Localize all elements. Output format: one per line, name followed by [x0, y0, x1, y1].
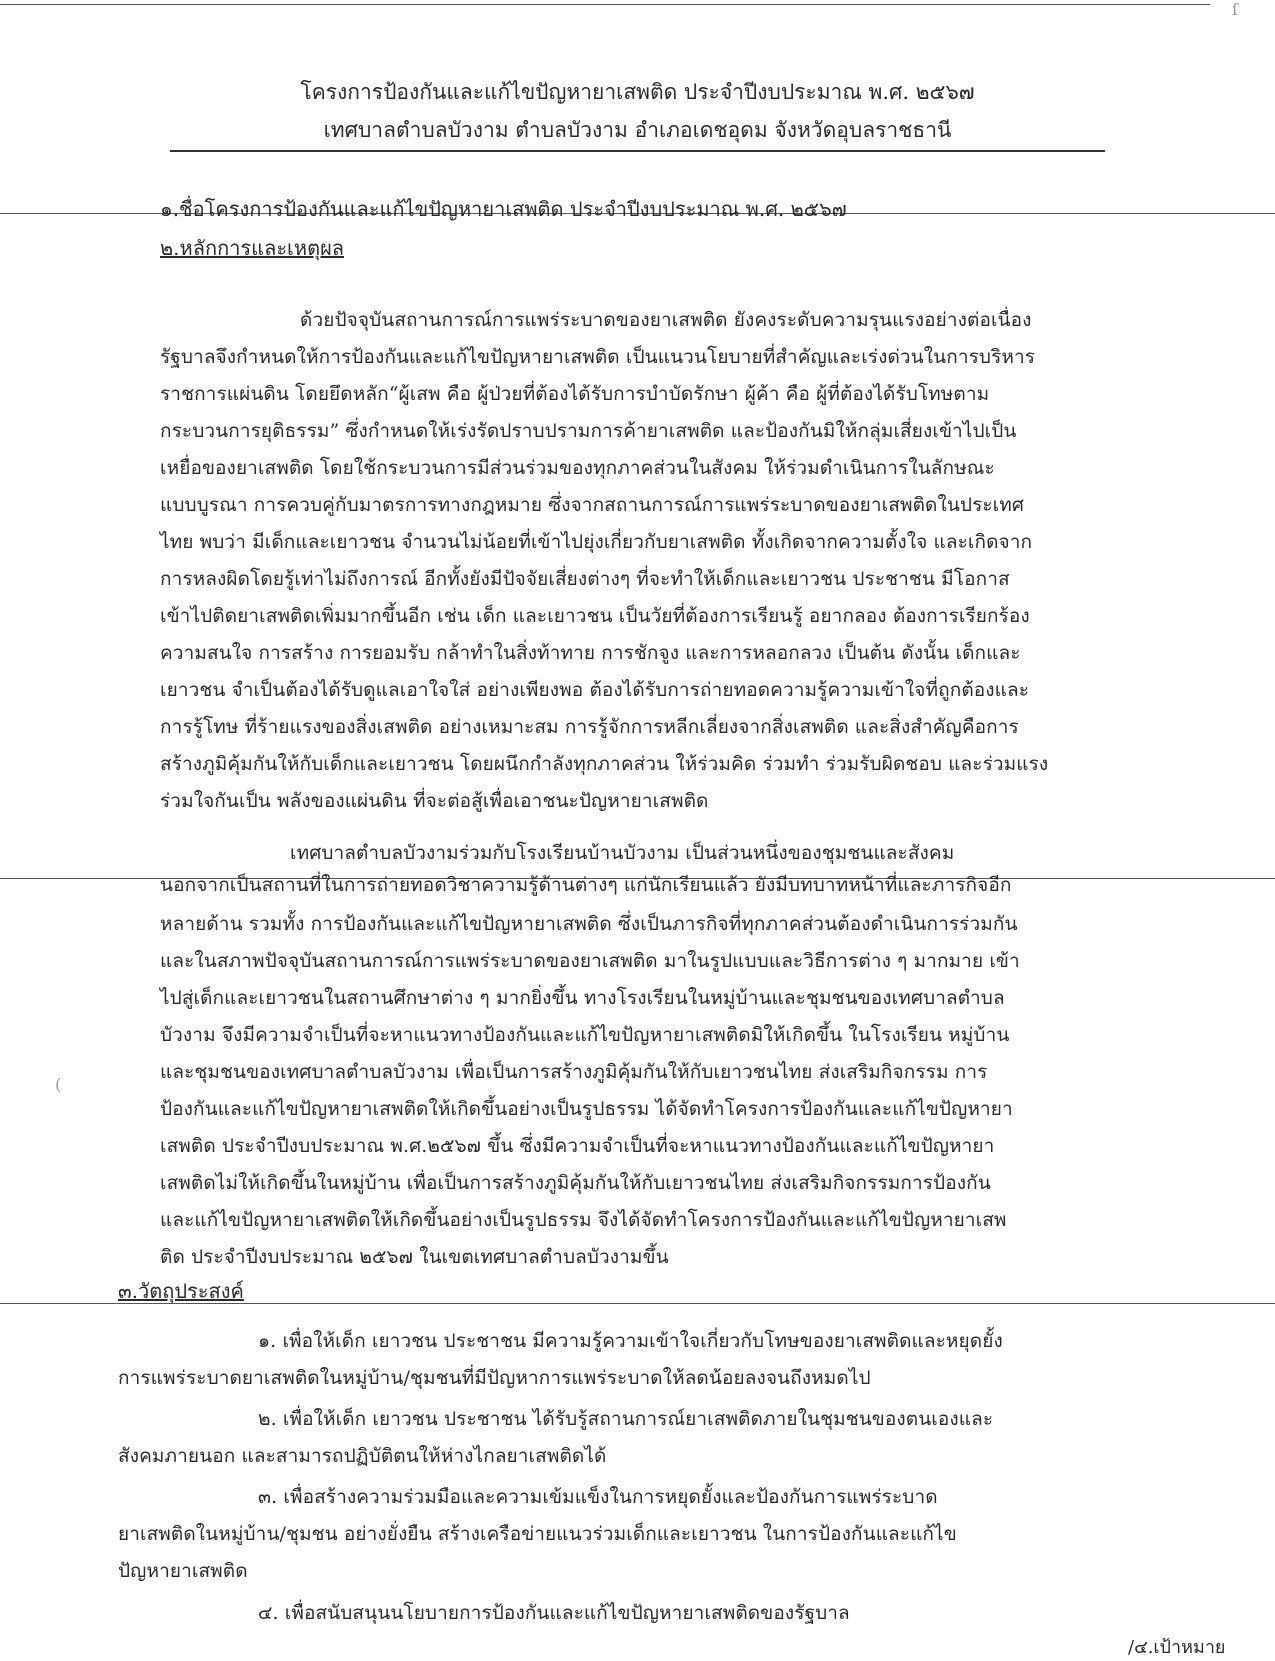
scan-mark-top-right: ſ [1232, 0, 1238, 19]
paragraph-line: เยาวชน จำเป็นต้องได้รับดูแลเอาใจใส่ อย่างเพียงพอ ต้องได้รับการถ่ายทอดความรู้ความเข้าใจที่ถูกต้องและ [160, 679, 1030, 701]
paragraph-line: เหยื่อของยาเสพติด โดยใช้กระบวนการมีส่วนร่วมของทุกภาคส่วนในสังคม ให้ร่วมดำเนินการในลักษณะ [160, 457, 995, 479]
header-divider [170, 150, 1105, 152]
objective-1-line1: ๑. เพื่อให้เด็ก เยาวชน ประชาชน มีความรู้ความเข้าใจเกี่ยวกับโทษของยาเสพติดและหยุดยั้ง [258, 1330, 1003, 1352]
section3-title: ๓.วัตถุประสงค์ [118, 1279, 244, 1303]
scan-mark-left: ( [55, 1075, 62, 1094]
paragraph-line: สร้างภูมิคุ้มกันให้กับเด็กและเยาวชน โดยผนึกกำลังทุกภาคส่วน ให้ร่วมคิด ร่วมทำ ร่วมรับผิดชอบ และร่วมแรง [160, 753, 1049, 775]
paragraph-line: ไทย พบว่า มีเด็กและเยาวชน จำนวนไม่น้อยที่เข้าไปยุ่งเกี่ยวกับยาเสพติด ทั้งเกิดจากความตั้งใจ และเกิดจาก [160, 531, 1033, 553]
paragraph-line: บัวงาม จึงมีความจำเป็นที่จะหาแนวทางป้องกันและแก้ไขปัญหายาเสพติดมิให้เกิดขึ้น ในโรงเรียน หมู่บ้าน [160, 1024, 1010, 1046]
objective-3-line1: ๓. เพื่อสร้างความร่วมมือและความเข้มแข็งในการหยุดยั้งและป้องกันการแพร่ระบาด [258, 1486, 938, 1508]
paragraph-line: ร่วมใจกันเป็น พลังของแผ่นดิน ที่จะต่อสู้เพื่อเอาชนะปัญหายาเสพติด [160, 790, 709, 812]
paragraph-line: ความสนใจ การสร้าง การยอมรับ กล้าทำในสิ่งท้าทาย การชักจูง และการหลอกลวง เป็นต้น ดังนั้น เด็กและ [160, 642, 1021, 664]
header-title-line2: เทศบาลตำบลบัวงาม ตำบลบัวงาม อำเภอเดชอุดม จังหวัดอุบลราชธานี [323, 118, 952, 142]
paragraph-line: เสพติดไม่ให้เกิดขึ้นในหมู่บ้าน เพื่อเป็นการสร้างภูมิคุ้มกันให้กับเยาวชนไทย ส่งเสริมกิจกรรมการป้องกัน [160, 1172, 991, 1194]
objective-2-line1: ๒. เพื่อให้เด็ก เยาวชน ประชาชน ได้รับรู้สถานการณ์ยาเสพติดภายในชุมชนของตนเองและ [258, 1408, 994, 1430]
paragraph-line: ติด ประจำปีงบประมาณ ๒๕๖๗ ในเขตเทศบาลตำบลบัวงามขึ้น [160, 1246, 669, 1268]
paragraph-line: นอกจากเป็นสถานที่ในการถ่ายทอดวิชาความรู้ด้านต่างๆ แก่นักเรียนแล้ว ยังมีบทบาทหน้าที่และภารกิจอีก [160, 874, 1012, 896]
paragraph-line: และในสภาพปัจจุบันสถานการณ์การแพร่ระบาดของยาเสพติด มาในรูปแบบและวิธีการต่าง ๆ มากมาย เข้า [160, 950, 1020, 972]
paragraph-line: การหลงผิดโดยรู้เท่าไม่ถึงการณ์ อีกทั้งยังมีปัจจัยเสี่ยงต่างๆ ที่จะทำให้เด็กและเยาวชน ประชาชน มีโอกาส [160, 568, 1010, 590]
paragraph-line: ป้องกันและแก้ไขปัญหายาเสพติดให้เกิดขึ้นอย่างเป็นรูปธรรม ได้จัดทำโครงการป้องกันและแก้ไขปัญหายา [160, 1098, 1013, 1120]
objective-3-line2: ยาเสพติดในหมู่บ้าน/ชุมชน อย่างยั่งยืน สร้างเครือข่ายแนวร่วมเด็กและเยาวชน ในการป้องกันและแก้ไข [118, 1523, 957, 1545]
section1-title: ๑.ชื่อโครงการป้องกันและแก้ไขปัญหายาเสพติด ประจำปีงบประมาณ พ.ศ. ๒๕๖๗ [160, 197, 847, 221]
objective-1-line2: การแพร่ระบาดยาเสพติดในหมู่บ้าน/ชุมชนที่มีปัญหาการแพร่ระบาดให้ลดน้อยลงจนถึงหมดไป [118, 1367, 871, 1389]
header-title-line1: โครงการป้องกันและแก้ไขปัญหายาเสพติด ประจำปีงบประมาณ พ.ศ. ๒๕๖๗ [300, 80, 975, 104]
paragraph-line: และชุมชนของเทศบาลตำบลบัวงาม เพื่อเป็นการสร้างภูมิคุ้มกันให้กับเยาวชนไทย ส่งเสริมกิจกรรม การ [160, 1061, 988, 1083]
paragraph-line: การรู้โทษ ที่ร้ายแรงของสิ่งเสพติด อย่างเหมาะสม การรู้จักการหลีกเลี่ยงจากสิ่งเสพติด และสิ่งสำคัญคือการ [160, 716, 1019, 738]
next-page-marker: /๔.เป้าหมาย [1128, 1637, 1226, 1658]
objective-3-line3: ปัญหายาเสพติด [118, 1560, 248, 1582]
paragraph-line: หลายด้าน รวมทั้ง การป้องกันและแก้ไขปัญหายาเสพติด ซึ่งเป็นภารกิจที่ทุกภาคส่วนต้องดำเนินการร่วมกัน [160, 913, 1018, 935]
section2-title: ๒.หลักการและเหตุผล [160, 236, 345, 260]
paragraph-line: รัฐบาลจึงกำหนดให้การป้องกันและแก้ไขปัญหายาเสพติด เป็นแนวนโยบายที่สำคัญและเร่งด่วนในการบริหาร [160, 346, 1036, 368]
paragraph-line: แบบบูรณา การควบคู่กับมาตรการทางกฎหมาย ซึ่งจากสถานการณ์การแพร่ระบาดของยาเสพติดในประเทศ [160, 494, 1025, 516]
paragraph-line: และแก้ไขปัญหายาเสพติดให้เกิดขึ้นอย่างเป็นรูปธรรม จึงได้จัดทำโครงการป้องกันและแก้ไขปัญหายาเสพ [160, 1209, 1007, 1231]
paragraph-line: กระบวนการยุติธรรม” ซึ่งกำหนดให้เร่งรัดปราบปรามการค้ายาเสพติด และป้องกันมิให้กลุ่มเสี่ยงเข้าไปเป็น [160, 420, 1017, 442]
scan-line-top [0, 4, 1210, 5]
paragraph-line: เทศบาลตำบลบัวงามร่วมกับโรงเรียนบ้านบัวงาม เป็นส่วนหนึ่งของชุมชนและสังคม [290, 842, 955, 864]
paragraph-line: เข้าไปติดยาเสพติดเพิ่มมากขึ้นอีก เช่น เด็ก และเยาวชน เป็นวัยที่ต้องการเรียนรู้ อยากลอง ต้องการเรียกร้อง [160, 605, 1030, 627]
paragraph-line: ราชการแผ่นดิน โดยยึดหลัก“ผู้เสพ คือ ผู้ป่วยที่ต้องได้รับการบำบัดรักษา ผู้ค้า คือ ผู้ที่ต้องได้รับโทษตาม [160, 383, 990, 405]
paragraph-line: เสพติด ประจำปีงบประมาณ พ.ศ.๒๕๖๗ ขึ้น ซึ่งมีความจำเป็นที่จะหาแนวทางป้องกันและแก้ไขปัญหายา [160, 1135, 995, 1157]
paragraph-line: ด้วยปัจจุบันสถานการณ์การแพร่ระบาดของยาเสพติด ยังคงระดับความรุนแรงอย่างต่อเนื่อง [300, 309, 1032, 331]
objective-4-line1: ๔. เพื่อสนับสนุนนโยบายการป้องกันและแก้ไขปัญหายาเสพติดของรัฐบาล [258, 1602, 850, 1624]
objective-2-line2: สังคมภายนอก และสามารถปฏิบัติตนให้ห่างไกลยาเสพติดได้ [118, 1445, 607, 1467]
paragraph-line: ไปสู่เด็กและเยาวชนในสถานศึกษาต่าง ๆ มากยิ่งขึ้น ทางโรงเรียนในหมู่บ้านและชุมชนของเทศบาลตำบล [160, 987, 1005, 1009]
